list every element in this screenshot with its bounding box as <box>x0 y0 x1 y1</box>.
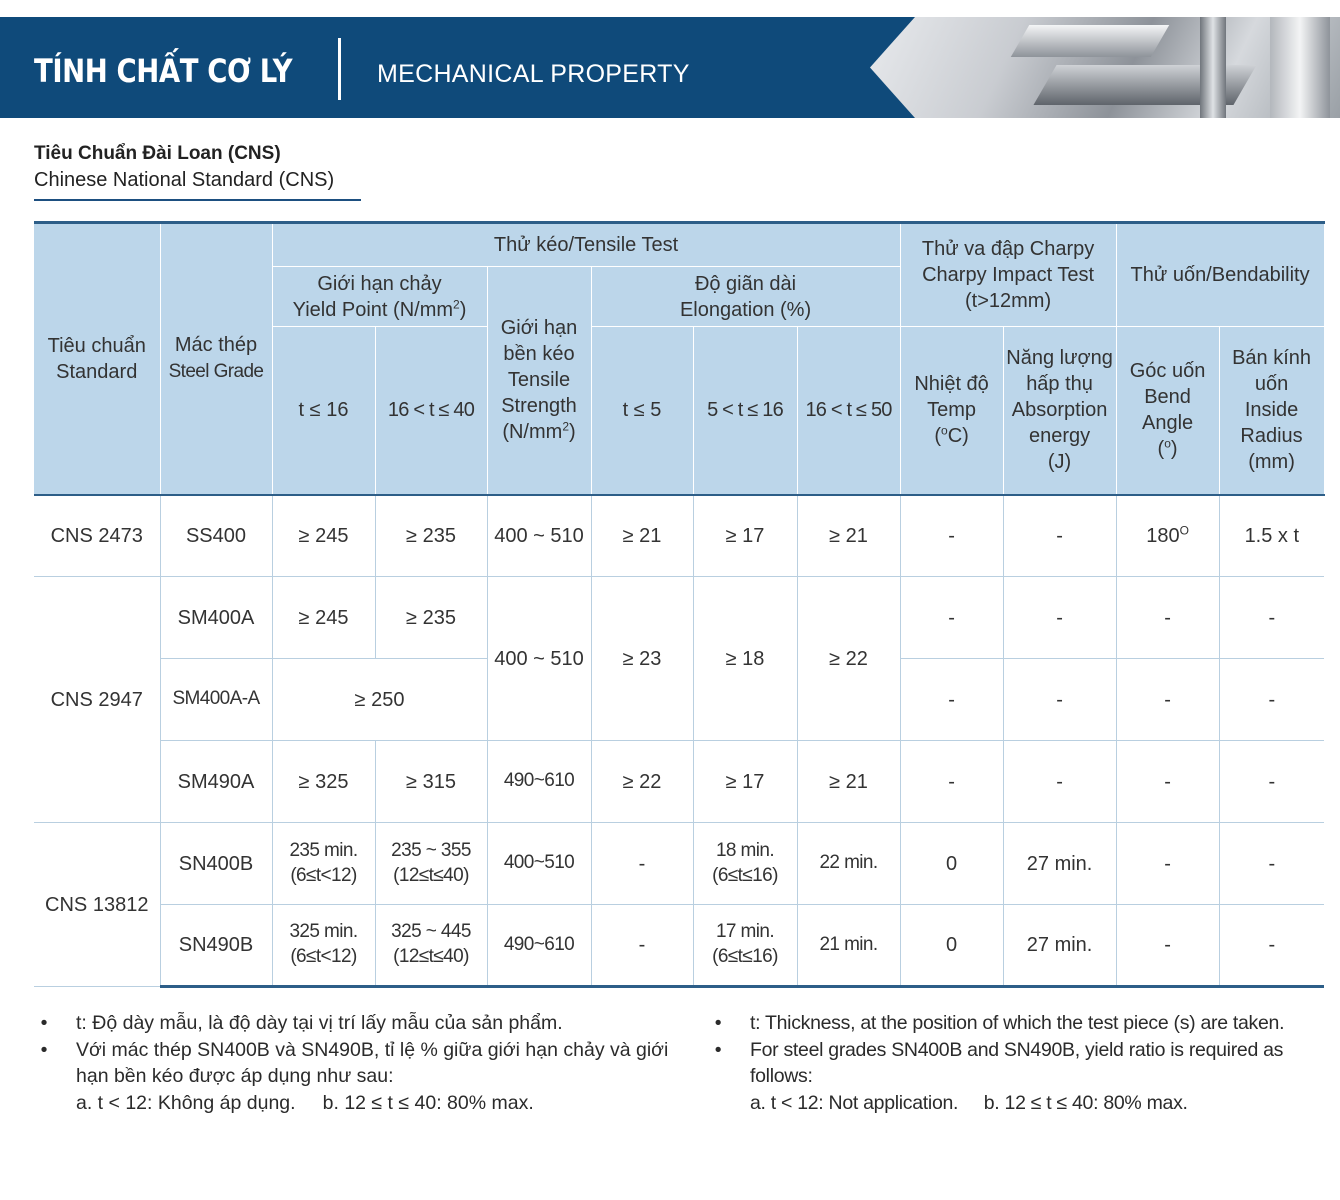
cell-temp: - <box>900 495 1003 577</box>
title-divider <box>338 38 341 100</box>
cell-energy: - <box>1003 495 1116 577</box>
cell-yield2: ≥ 235 <box>375 495 487 577</box>
header-inside-radius: Bán kính uốn Inside Radius (mm) <box>1219 327 1324 495</box>
cell-yield2: 325 ~ 445 (12≤t≤40) <box>375 905 487 987</box>
cell-temp: 0 <box>900 823 1003 905</box>
cell-grade: SM400A <box>160 577 272 659</box>
cell-angle: $180^O$ <box>1116 495 1219 577</box>
cell-tensile: 400~510 <box>487 823 591 905</box>
header-steel-grade: Mác thép Steel Grade <box>160 223 272 495</box>
cell-angle: - <box>1116 741 1219 823</box>
cell-tensile: 490~610 <box>487 741 591 823</box>
cell-radius: - <box>1219 905 1324 987</box>
cell-tensile: 490~610 <box>487 905 591 987</box>
header-tensile-strength: Giới hạn bền kéo Tensile Strength $(N/mm^2)$ <box>487 267 591 495</box>
table-row <box>34 495 1324 577</box>
cell-yield1: 325 min. (6≤t<12) <box>272 905 375 987</box>
cell-grade: SN490B <box>160 905 272 987</box>
cell-el3: ≥ 21 <box>797 495 900 577</box>
cell-el3: 22 min. <box>797 823 900 905</box>
header-elong-t2: 5 < t ≤ 16 <box>693 327 797 495</box>
table-row <box>34 577 1324 659</box>
cell-el2: 18 min. (6≤t≤16) <box>693 823 797 905</box>
header-yield-t2: 16 < t ≤ 40 <box>375 327 487 495</box>
cell-el1: - <box>591 823 693 905</box>
bullet-icon: • <box>714 1012 722 1034</box>
header-tensile-test: Thử kéo/Tensile Test <box>272 223 900 267</box>
header-absorption-energy: Năng lượng hấp thụ Absorption energy (J) <box>1003 327 1116 495</box>
page-title-en: MECHANICAL PROPERTY <box>377 60 690 88</box>
note-item: • Với mác thép SN400B và SN490B, tỉ lệ % giữa giới hạn chảy và giới hạn bền kéo được áp dụng như sau: <box>34 1037 684 1090</box>
cell-radius: - <box>1219 577 1324 659</box>
cell-radius: - <box>1219 659 1324 741</box>
note-sub-item: a. t < 12: Not application. b. 12 ≤ t ≤ 40: 80% max. <box>750 1091 1188 1114</box>
cell-temp: - <box>900 577 1003 659</box>
cell-angle: - <box>1116 823 1219 905</box>
cell-angle: - <box>1116 659 1219 741</box>
cell-angle: - <box>1116 905 1219 987</box>
cell-energy: - <box>1003 741 1116 823</box>
cell-el1: ≥ 23 <box>591 577 693 741</box>
cell-grade: SM490A <box>160 741 272 823</box>
standard-name-vn: Tiêu Chuẩn Đài Loan (CNS) <box>34 143 281 164</box>
standard-underline <box>34 199 361 201</box>
cell-standard: CNS 2947 <box>34 577 160 823</box>
header-standard: Tiêu chuẩn Standard <box>34 223 160 495</box>
header-temp: Nhiệt độ Temp ($^o$C) <box>900 327 1003 495</box>
cell-el2: ≥ 17 <box>693 741 797 823</box>
cell-standard: CNS 13812 <box>34 823 160 987</box>
cell-yield1: ≥ 325 <box>272 741 375 823</box>
cell-radius: 1.5 x t <box>1219 495 1324 577</box>
cell-el1: ≥ 21 <box>591 495 693 577</box>
bullet-icon: • <box>714 1038 722 1061</box>
cell-temp: 0 <box>900 905 1003 987</box>
cell-energy: 27 min. <box>1003 823 1116 905</box>
table-row <box>34 905 1324 987</box>
table-row <box>34 823 1324 905</box>
notes-en <box>708 1010 1328 1116</box>
cell-el2: ≥ 17 <box>693 495 797 577</box>
cell-temp: - <box>900 741 1003 823</box>
header-elong-t1: t ≤ 5 <box>591 327 693 495</box>
note-sub-item: a. t < 12: Không áp dụng. b. 12 ≤ t ≤ 40: 80% max. <box>76 1091 534 1114</box>
cell-el3: ≥ 21 <box>797 741 900 823</box>
page-title-vn: TÍNH CHẤT CƠ LÝ <box>34 52 293 90</box>
cell-angle: - <box>1116 577 1219 659</box>
cell-grade: SS400 <box>160 495 272 577</box>
cell-el1: ≥ 22 <box>591 741 693 823</box>
cell-yield2: ≥ 235 <box>375 577 487 659</box>
cell-yield2: 235 ~ 355 (12≤t≤40) <box>375 823 487 905</box>
header-bend-angle: Góc uốn Bend Angle ($^o$) <box>1116 327 1219 495</box>
cell-energy: - <box>1003 659 1116 741</box>
cell-yield1: ≥ 245 <box>272 577 375 659</box>
header-charpy-test: Thử va đập Charpy Charpy Impact Test (t>12mm) <box>900 223 1116 327</box>
cell-radius: - <box>1219 823 1324 905</box>
cell-radius: - <box>1219 741 1324 823</box>
cell-el2: 17 min. (6≤t≤16) <box>693 905 797 987</box>
note-item: • t: Độ dày mẫu, là độ dày tại vị trí lấy mẫu của sản phẩm. <box>34 1010 684 1037</box>
note-item: • For steel grades SN400B and SN490B, yield ratio is required as follows: <box>708 1037 1328 1090</box>
notes-vn <box>34 1010 684 1116</box>
cell-grade: SM400A-A <box>160 659 272 741</box>
cell-el3: 21 min. <box>797 905 900 987</box>
mechanical-property-table <box>34 221 1325 988</box>
cell-standard: CNS 2473 <box>34 495 160 577</box>
cell-yield: ≥ 250 <box>272 659 487 741</box>
header-elong-t3: 16 < t ≤ 50 <box>797 327 900 495</box>
cell-grade: SN400B <box>160 823 272 905</box>
cell-yield1: 235 min. (6≤t<12) <box>272 823 375 905</box>
cell-el3: ≥ 22 <box>797 577 900 741</box>
steel-beams-image <box>870 17 1340 118</box>
bullet-icon: • <box>40 1038 48 1061</box>
cell-tensile: 400 ~ 510 <box>487 495 591 577</box>
standard-name-en: Chinese National Standard (CNS) <box>34 169 335 191</box>
note-item: • t: Thickness, at the position of which the test piece (s) are taken. <box>708 1010 1328 1037</box>
cell-tensile: 400 ~ 510 <box>487 577 591 741</box>
header-yield-t1: t ≤ 16 <box>272 327 375 495</box>
cell-el2: ≥ 18 <box>693 577 797 741</box>
cell-temp: - <box>900 659 1003 741</box>
cell-energy: - <box>1003 577 1116 659</box>
cell-energy: 27 min. <box>1003 905 1116 987</box>
table-row <box>34 741 1324 823</box>
bullet-icon: • <box>40 1012 48 1034</box>
header-bendability: Thử uốn/Bendability <box>1116 223 1324 327</box>
header-band <box>0 17 1340 118</box>
cell-el1: - <box>591 905 693 987</box>
header-elongation: Độ giãn dài Elongation (%) <box>591 267 900 327</box>
header-yield-point: Giới hạn chảy Yield Point $(N/mm^2)$ <box>272 267 487 327</box>
cell-yield2: ≥ 315 <box>375 741 487 823</box>
cell-yield1: ≥ 245 <box>272 495 375 577</box>
